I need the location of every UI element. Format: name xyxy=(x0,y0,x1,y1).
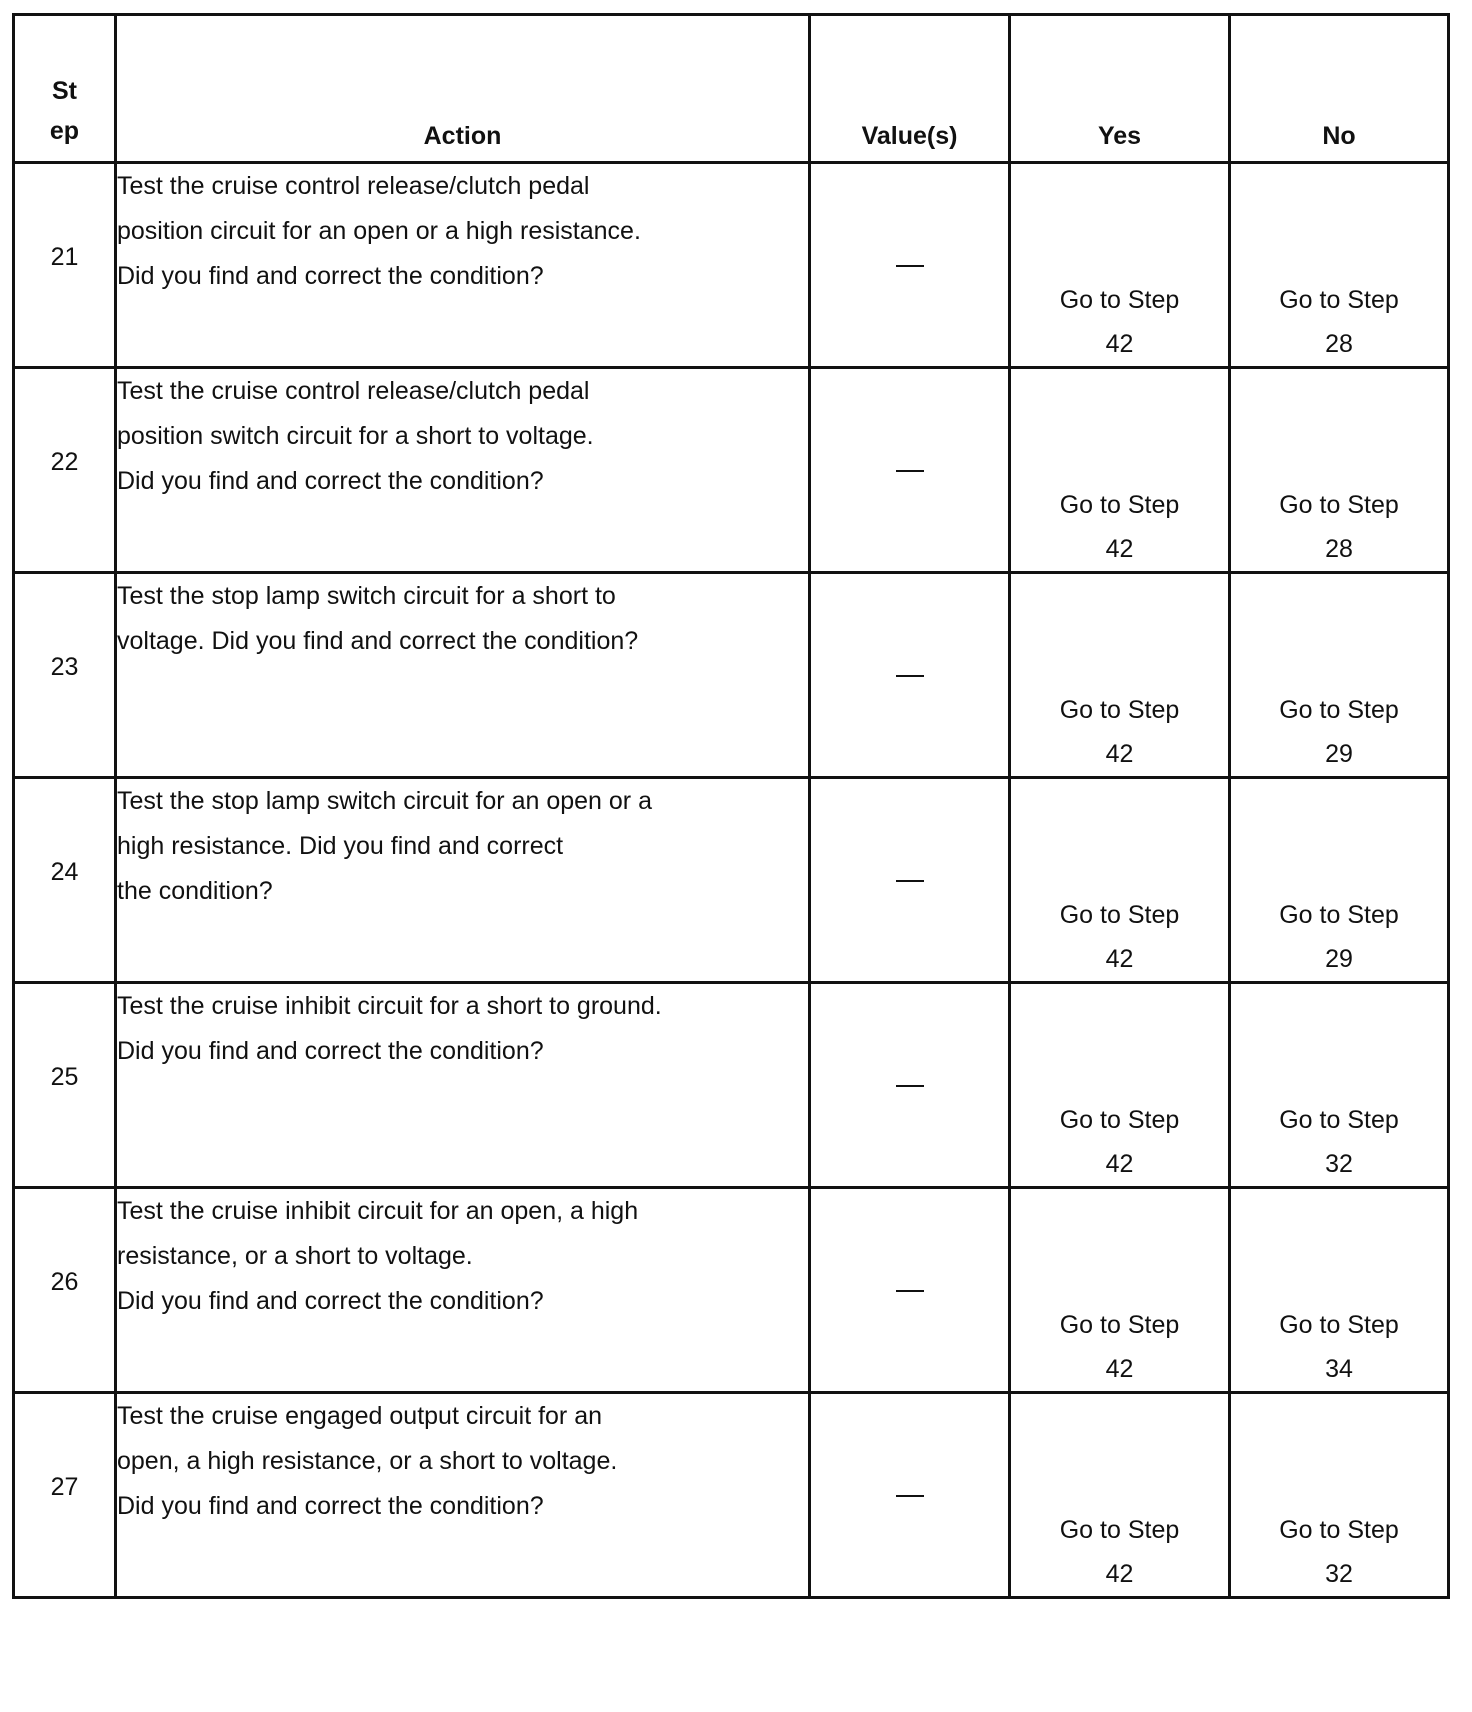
value-cell xyxy=(810,778,1010,983)
no-goto-step: 28 xyxy=(1325,535,1353,563)
action-text-line: Test the cruise control release/clutch pedal xyxy=(117,377,590,405)
no-goto-step: 34 xyxy=(1325,1355,1353,1383)
step-number-cell xyxy=(14,368,116,573)
header-action: Action xyxy=(116,15,810,163)
action-cell xyxy=(116,778,810,983)
yes-goto-label: Go to Step xyxy=(1059,696,1180,724)
no-goto-label: Go to Step xyxy=(1279,1516,1399,1544)
step-number-cell xyxy=(14,1393,116,1598)
action-text-line: Did you find and correct the condition? xyxy=(117,1037,544,1065)
no-goto-step: 28 xyxy=(1325,330,1353,358)
no-goto-label: Go to Step xyxy=(1279,1106,1399,1134)
yes-goto-step: 42 xyxy=(1105,1355,1134,1383)
yes-goto-cell xyxy=(1010,573,1230,778)
step-number: 27 xyxy=(50,1472,79,1501)
header-step xyxy=(14,15,116,163)
step-number-cell xyxy=(14,983,116,1188)
step-number: 24 xyxy=(50,857,79,886)
table-row xyxy=(14,1188,1449,1393)
yes-goto-cell xyxy=(1010,1188,1230,1393)
value-dash xyxy=(896,470,924,472)
yes-goto-cell xyxy=(1010,1393,1230,1598)
table-row xyxy=(14,778,1449,983)
value-dash xyxy=(896,880,924,882)
action-cell xyxy=(116,1188,810,1393)
yes-goto-step: 42 xyxy=(1105,330,1134,358)
yes-goto-step: 42 xyxy=(1105,1150,1134,1178)
action-text-line: Test the stop lamp switch circuit for a short to xyxy=(117,582,616,610)
yes-goto-label: Go to Step xyxy=(1059,901,1180,929)
action-cell xyxy=(116,983,810,1188)
value-cell xyxy=(810,573,1010,778)
action-text-line: resistance, or a short to voltage. xyxy=(117,1242,473,1270)
action-text-line: Did you find and correct the condition? xyxy=(117,262,544,290)
no-goto-step: 32 xyxy=(1325,1560,1353,1588)
action-text-line: position circuit for an open or a high resistance. xyxy=(117,217,641,245)
step-number: 21 xyxy=(50,242,79,271)
action-cell xyxy=(116,573,810,778)
no-goto-label: Go to Step xyxy=(1279,901,1399,929)
value-dash xyxy=(896,1085,924,1087)
step-number-cell xyxy=(14,1188,116,1393)
no-goto-label: Go to Step xyxy=(1279,286,1399,314)
action-cell xyxy=(116,1393,810,1598)
table-row xyxy=(14,368,1449,573)
action-text-line: Did you find and correct the condition? xyxy=(117,1287,544,1315)
no-goto-step: 29 xyxy=(1325,740,1353,768)
yes-goto-cell xyxy=(1010,983,1230,1188)
action-text-line: Test the cruise engaged output circuit for an xyxy=(117,1402,603,1430)
action-text-line: Did you find and correct the condition? xyxy=(117,1492,544,1520)
step-number: 26 xyxy=(50,1267,79,1296)
no-goto-cell xyxy=(1230,1188,1449,1393)
no-goto-label: Go to Step xyxy=(1279,696,1399,724)
yes-goto-cell xyxy=(1010,368,1230,573)
step-number-cell xyxy=(14,778,116,983)
step-number-cell xyxy=(14,163,116,368)
step-number: 22 xyxy=(50,447,79,476)
table-row xyxy=(14,983,1449,1188)
no-goto-cell xyxy=(1230,1393,1449,1598)
action-text-line: Test the cruise inhibit circuit for a short to ground. xyxy=(117,992,662,1020)
no-goto-cell xyxy=(1230,368,1449,573)
header-yes: Yes xyxy=(1010,15,1230,163)
yes-goto-label: Go to Step xyxy=(1059,1516,1180,1544)
no-goto-cell xyxy=(1230,778,1449,983)
value-dash xyxy=(896,1290,924,1292)
yes-goto-step: 42 xyxy=(1105,945,1134,973)
yes-goto-cell xyxy=(1010,778,1230,983)
no-goto-cell xyxy=(1230,573,1449,778)
action-text-line: Test the cruise control release/clutch pedal xyxy=(117,172,590,200)
action-text-line: Test the cruise inhibit circuit for an open, a high xyxy=(117,1197,639,1225)
action-text-line: voltage. Did you find and correct the condition? xyxy=(117,627,639,655)
step-number: 23 xyxy=(50,652,79,681)
header-step-line2: ep xyxy=(49,117,80,145)
no-goto-cell xyxy=(1230,163,1449,368)
no-goto-label: Go to Step xyxy=(1279,491,1399,519)
diagnostic-table xyxy=(12,13,1450,1599)
step-number-cell xyxy=(14,573,116,778)
action-text-line: Did you find and correct the condition? xyxy=(117,467,544,495)
action-text-line: the condition? xyxy=(117,877,273,905)
yes-goto-label: Go to Step xyxy=(1059,1106,1180,1134)
value-cell xyxy=(810,163,1010,368)
action-text-line: position switch circuit for a short to voltage. xyxy=(117,422,594,450)
table-row xyxy=(14,573,1449,778)
header-no: No xyxy=(1230,15,1449,163)
yes-goto-step: 42 xyxy=(1105,535,1134,563)
value-dash xyxy=(896,265,924,267)
yes-goto-cell xyxy=(1010,163,1230,368)
no-goto-step: 29 xyxy=(1325,945,1353,973)
action-cell xyxy=(116,163,810,368)
yes-goto-step: 42 xyxy=(1105,740,1134,768)
action-cell xyxy=(116,368,810,573)
no-goto-label: Go to Step xyxy=(1279,1311,1399,1339)
value-cell xyxy=(810,368,1010,573)
step-number: 25 xyxy=(50,1062,79,1091)
action-text-line: open, a high resistance, or a short to voltage. xyxy=(117,1447,618,1475)
table-row xyxy=(14,1393,1449,1598)
header-values: Value(s) xyxy=(810,15,1010,163)
value-cell xyxy=(810,1393,1010,1598)
header-step-line1: St xyxy=(52,77,77,105)
header-row xyxy=(14,15,1449,163)
action-text-line: high resistance. Did you find and correct xyxy=(117,832,564,860)
action-text-line: Test the stop lamp switch circuit for an open or a xyxy=(117,787,652,815)
yes-goto-label: Go to Step xyxy=(1059,1311,1180,1339)
no-goto-step: 32 xyxy=(1325,1150,1353,1178)
value-cell xyxy=(810,983,1010,1188)
value-dash xyxy=(896,1495,924,1497)
yes-goto-label: Go to Step xyxy=(1059,286,1180,314)
yes-goto-step: 42 xyxy=(1105,1560,1134,1588)
table-body xyxy=(14,163,1449,1598)
value-cell xyxy=(810,1188,1010,1393)
value-dash xyxy=(896,675,924,677)
yes-goto-label: Go to Step xyxy=(1059,491,1180,519)
table-row xyxy=(14,163,1449,368)
no-goto-cell xyxy=(1230,983,1449,1188)
